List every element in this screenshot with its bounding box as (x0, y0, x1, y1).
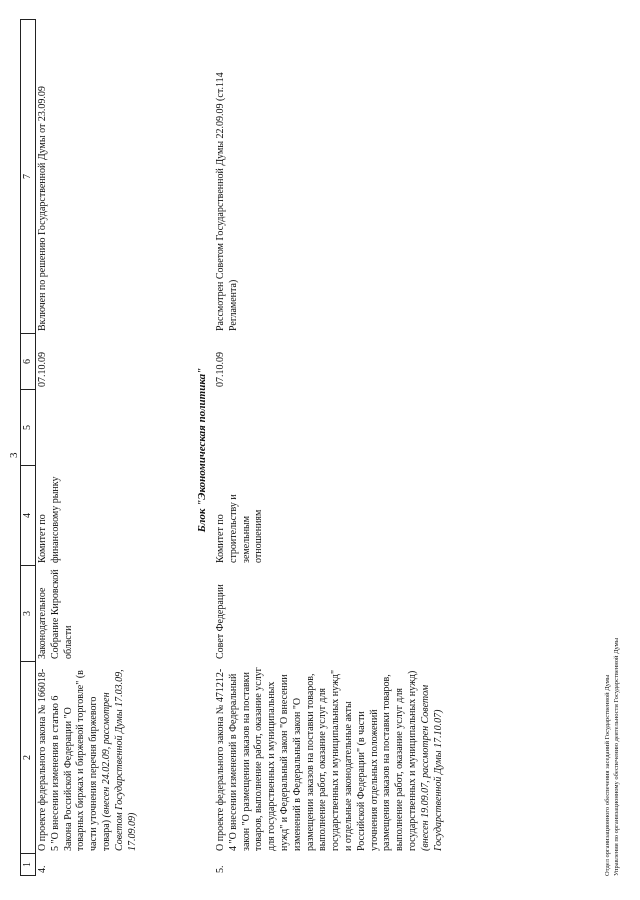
column-5-cell (36, 390, 140, 466)
column-5-cell (214, 390, 446, 466)
remark: Включен по решению Государственной Думы от 23.09.09 (37, 86, 48, 331)
table-row (36, 20, 140, 876)
bill-title: О проекте федерального закона № 166018-5 "О внесении изменения в статью 6 Закона Российской Федерации "О товарных биржах и биржевой торговле" (в части уточнения перечня биржевого товара) (37, 668, 112, 851)
initiator: Совет Федерации (215, 584, 226, 659)
responsible-committee: Комитет по строительству и земельным отношениям (215, 494, 265, 563)
bill-status-note: (внесен 24.02.09, рассмотрен Советом Государственной Думы 17.03.09, 17.09.09) (100, 669, 138, 851)
remark: Рассмотрен Советом Государственной Думы 22.09.09 (ст.114 Регламента) (215, 72, 239, 331)
header-cell: 7 (21, 20, 36, 334)
date: 07.10.09 (215, 352, 226, 387)
bill-description (214, 662, 446, 854)
initiator: Законодательное Собрание Кировской области (37, 569, 74, 659)
header-row (21, 20, 36, 876)
footer-line: Управления по организационному обеспечению деятельности Государственной Думы (612, 637, 620, 876)
block-title: Блок "Экономическая политика" (196, 367, 208, 533)
header-cell: 2 (21, 662, 36, 854)
date: 07.10.09 (37, 352, 48, 387)
bill-description (36, 662, 140, 854)
header-cell: 6 (21, 334, 36, 390)
header-cell: 1 (21, 854, 36, 876)
bill-title: О проекте федерального закона № 471212-4 "О внесении изменений в Федеральный закон "О размещении заказов на поставки товаров, выполнение работ, оказание услуг для государственных и муниципальных нужд" и Федеральный закон "О внесении изменений в Федеральный закон "О размещении заказов на поставки товаров, выполнение работ, оказание услуг для государственных и муниципальных нужд" и отдельные законодательные акты Российской Федерации" (в части уточнения отдельных положений размещения заказов на поставки товаров, выполнение работ, оказание услуг для государственных и муниципальных нужд) (215, 667, 418, 851)
footer (604, 638, 622, 876)
bill-status-note: (внесен 19.09.07, рассмотрен Советом Государственной Думы 17.10.07) (419, 684, 444, 851)
responsible-committee: Комитет по финансовому рынку (37, 476, 61, 563)
table-header (20, 19, 36, 876)
header-cell: 4 (21, 466, 36, 566)
table-row (214, 20, 446, 876)
footer-line: Отдел организационного обеспечения заседаний Государственной Думы (604, 674, 611, 876)
header-cell: 3 (21, 566, 36, 662)
header-cell: 5 (21, 390, 36, 466)
row-number: 4. (37, 865, 48, 873)
row-number: 5. (215, 865, 226, 873)
page-number: 3 (8, 452, 20, 458)
